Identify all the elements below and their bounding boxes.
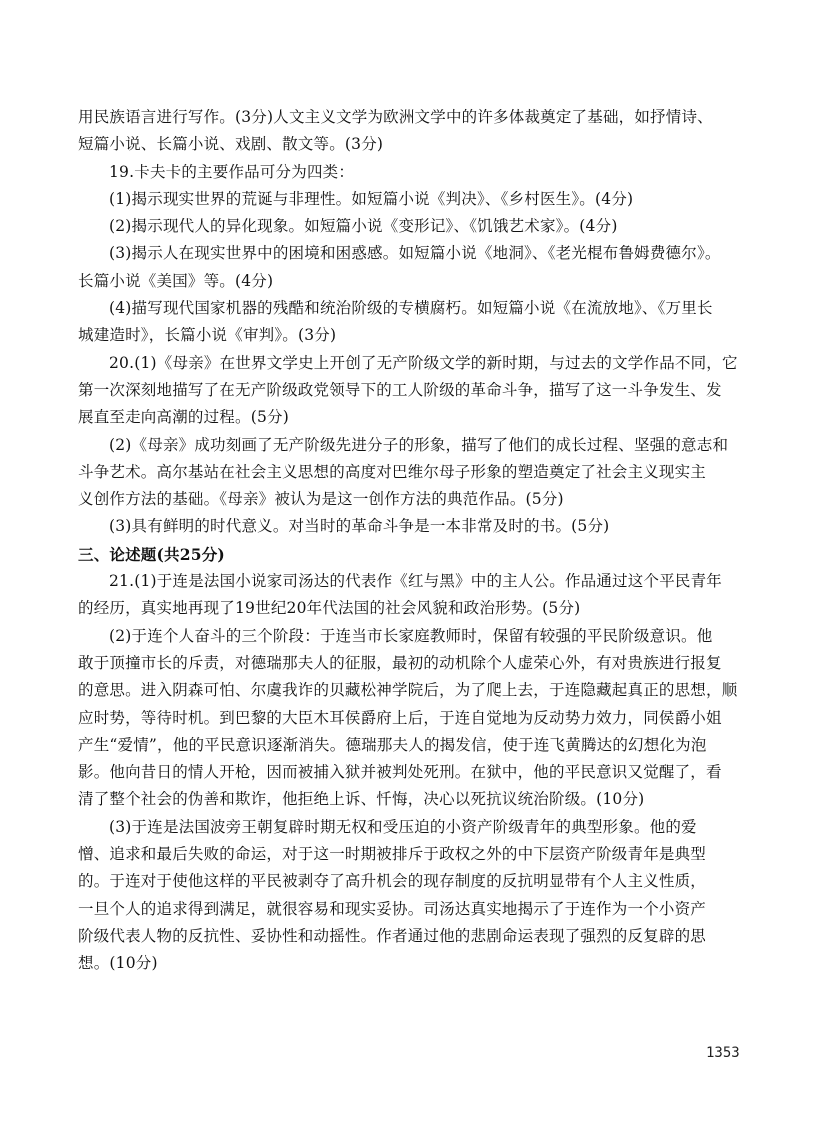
text-line: (3)具有鲜明的时代意义。对当时的革命斗争是一本非常及时的书。(5分)	[109, 517, 610, 536]
text-line: 应时势，等待时机。到巴黎的大臣木耳侯爵府上后，于连自觉地为反动势力效力，同侯爵小姐	[78, 708, 722, 727]
text-line: 产生“爱情”，他的平民意识逐渐消失。德瑞那夫人的揭发信，使于连飞黄腾达的幻想化为泡	[78, 735, 707, 754]
text-line: 敢于顶撞市长的斥责，对德瑞那夫人的征服，最初的动机除个人虚荣心外，有对贵族进行报复	[78, 653, 722, 672]
text-line: (2)于连个人奋斗的三个阶段：于连当市长家庭教师时，保留有较强的平民阶级意识。他	[109, 626, 713, 645]
text-line: (4)描写现代国家机器的残酷和统治阶级的专横腐朽。如短篇小说《在流放地》、《万里长	[109, 299, 713, 318]
text-line: 的。于连对于使他这样的平民被剥夺了高升机会的现存制度的反抗明显带有个人主义性质，	[78, 872, 707, 891]
text-line: 用民族语言进行写作。(3分)人文主义文学为欧洲文学中的许多体裁奠定了基础，如抒情诗、	[78, 108, 713, 126]
text-line: 21.(1)于连是法国小说家司汤达的代表作《红与黑》中的主人公。作品通过这个平民青年	[109, 572, 723, 591]
text-line: 想。(10分)	[78, 954, 158, 973]
text-line: 影。他向昔日的情人开枪，因而被捕入狱并被判处死刑。在狱中，他的平民意识又觉醒了，看	[78, 763, 722, 782]
text-line: 的经历，真实地再现了19世纪20年代法国的社会风貌和政治形势。(5分)	[78, 599, 581, 618]
text-line: (2)揭示现代人的异化现象。如短篇小说《变形记》、《饥饿艺术家》。(4分)	[109, 217, 618, 236]
text-line: 城建造时》，长篇小说《审判》。(3分)	[78, 326, 337, 345]
text-line: 长篇小说《美国》等。(4分)	[78, 271, 274, 290]
text-line: 的意思。进入阴森可怕、尔虞我诈的贝藏松神学院后，为了爬上去，于连隐藏起真正的思想，顺	[78, 681, 738, 700]
text-line: 清了整个社会的伪善和欺诈，他拒绝上诉、忏悔，决心以死抗议统治阶级。(10分)	[78, 790, 645, 809]
text-line: 斗争艺术。高尔基站在社会主义思想的高度对巴维尔母子形象的塑造奠定了社会主义现实主	[78, 462, 707, 481]
text-line: (3)于连是法国波旁王朝复辟时期无权和受压迫的小资产阶级青年的典型形象。他的爱	[109, 817, 697, 836]
text-line: 义创作方法的基础。《母亲》被认为是这一创作方法的典范作品。(5分)	[78, 490, 564, 509]
text-line: 憎、追求和最后失败的命运，对于这一时期被排斥于政权之外的中下层资产阶级青年是典型	[78, 845, 707, 864]
text-line: 20.(1)《母亲》在世界文学史上开创了无产阶级文学的新时期，与过去的文学作品不同，它	[109, 353, 738, 372]
text-line: 19.卡夫卡的主要作品可分为四类：	[109, 162, 355, 181]
text-line: 展直至走向高潮的过程。(5分)	[78, 408, 289, 427]
section-heading: 三、论述题(共25分)	[78, 544, 225, 564]
text-line: 短篇小说、长篇小说、戏剧、散文等。(3分)	[78, 135, 384, 154]
text-line: (2)《母亲》成功刻画了无产阶级先进分子的形象，描写了他们的成长过程、坚强的意志和	[109, 435, 729, 454]
answer-text-body	[78, 104, 748, 978]
text-line: (3)揭示人在现实世界中的困境和困惑感。如短篇小说《地洞》、《老光棍布鲁姆费德尔》。	[109, 244, 721, 263]
text-line: 一旦个人的追求得到满足，就很容易和现实妥协。司汤达真实地揭示了于连作为一个小资产	[78, 899, 707, 918]
page-number: 1353	[706, 1045, 740, 1061]
text-line: 阶级代表人物的反抗性、妥协性和动摇性。作者通过他的悲剧命运表现了强烈的反复辟的思	[78, 926, 707, 945]
text-line: (1)揭示现实世界的荒诞与非理性。如短篇小说《判决》、《乡村医生》。(4分)	[109, 189, 634, 208]
text-line: 第一次深刻地描写了在无产阶级政党领导下的工人阶级的革命斗争，描写了这一斗争发生、发	[78, 380, 722, 399]
